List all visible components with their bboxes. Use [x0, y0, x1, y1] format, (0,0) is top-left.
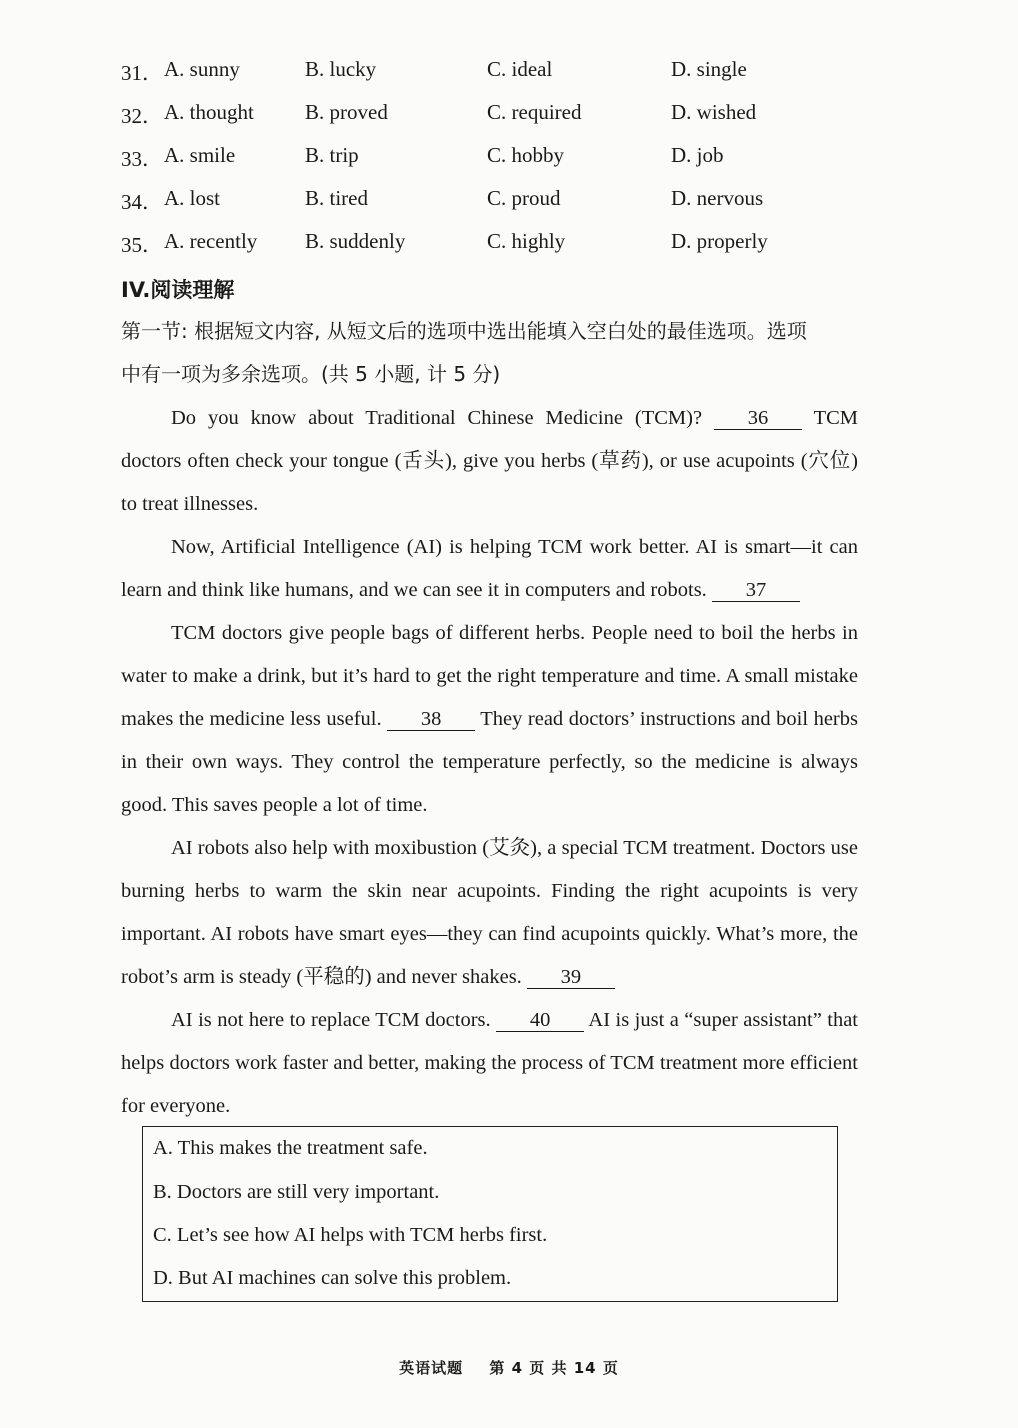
option-a: A. sunny — [164, 57, 240, 81]
reading-passage — [121, 397, 858, 1128]
blank-40: 40 — [496, 1009, 584, 1032]
option-a: A. smile — [164, 143, 236, 167]
option-b: B. lucky — [305, 57, 377, 81]
option-d: D. wished — [671, 100, 757, 124]
instruction-line: 第一节: 根据短文内容, 从短文后的选项中选出能填入空白处的最佳选项。选项 — [121, 319, 807, 343]
option-c: C. hobby — [487, 143, 565, 167]
option-b: B. tired — [305, 186, 368, 210]
option-b: B. proved — [305, 100, 388, 124]
footer-page-number: 第 4 页 共 14 页 — [489, 1359, 619, 1377]
choices-box — [142, 1126, 838, 1302]
paragraph-text: AI is not here to replace TCM doctors. — [171, 1009, 497, 1031]
question-number: 34． — [121, 190, 163, 214]
section-instructions — [121, 310, 861, 396]
paragraph-1 — [121, 397, 858, 526]
choice-b: B. Doctors are still very important. — [153, 1181, 440, 1203]
option-c: C. highly — [487, 229, 566, 253]
choice-a: A. This makes the treatment safe. — [153, 1137, 428, 1159]
option-a: A. recently — [164, 229, 258, 253]
question-34-options — [0, 186, 1018, 216]
blank-38: 38 — [387, 708, 475, 731]
question-number: 31． — [121, 61, 163, 85]
paragraph-text: AI is just a “super assistant” that helps doctors work faster and better, making the process of TCM treatment more efficient for everyone. — [121, 1009, 859, 1117]
option-b: B. suddenly — [305, 229, 406, 253]
question-35-options — [0, 229, 1018, 259]
blank-37: 37 — [712, 579, 800, 602]
option-c: C. required — [487, 100, 582, 124]
option-d: D. single — [671, 57, 747, 81]
page-footer — [0, 1357, 1018, 1378]
question-number: 32． — [121, 104, 163, 128]
option-a: A. lost — [164, 186, 221, 210]
paragraph-text: TCM doctors often check your tongue (舌头), give you herbs (草药), or use acupoints (穴位) to treat illnesses. — [121, 407, 858, 515]
instruction-line: 中有一项为多余选项。(共 5 小题, 计 5 分) — [121, 362, 501, 386]
paragraph-3 — [121, 612, 858, 827]
question-33-options — [0, 143, 1018, 173]
option-d: D. job — [671, 143, 724, 167]
option-c: C. ideal — [487, 57, 553, 81]
section-title: IV.阅读理解 — [121, 278, 235, 302]
blank-39: 39 — [527, 966, 615, 989]
blank-36: 36 — [714, 407, 802, 430]
paragraph-text: Do you know about Traditional Chinese Medicine (TCM)? — [171, 407, 714, 429]
option-d: D. properly — [671, 229, 768, 253]
choice-d: D. But AI machines can solve this problem. — [153, 1267, 512, 1289]
question-number: 33． — [121, 147, 163, 171]
option-b: B. trip — [305, 143, 359, 167]
option-c: C. proud — [487, 186, 561, 210]
option-d: D. nervous — [671, 186, 764, 210]
paragraph-text: They read doctors’ instructions and boil herbs in their own ways. They control the temperature perfectly, so the medicine is always good. This saves people a lot of time. — [121, 708, 858, 816]
paragraph-text: Now, Artificial Intelligence (AI) is helping TCM work better. AI is smart—it can learn and think like humans, and we can see it in computers and robots. — [121, 536, 858, 601]
paragraph-text: AI robots also help with moxibustion (艾灸), a special TCM treatment. Doctors use burning herbs to warm the skin near acupoints. Finding the right acupoints is very important. AI robots have smart eyes—they can find acupoints quickly. What’s more, the robot’s arm is steady (平稳的) and never shakes. — [121, 837, 858, 988]
question-32-options — [0, 100, 1018, 130]
paragraph-text: TCM doctors give people bags of different herbs. People need to boil the herbs in water to make a drink, but it’s hard to get the right temperature and time. A small mistake makes the medicine less useful. — [121, 622, 858, 730]
paragraph-4 — [121, 827, 858, 999]
choice-c: C. Let’s see how AI helps with TCM herbs first. — [153, 1224, 548, 1246]
question-31-options — [0, 57, 1018, 87]
option-a: A. thought — [164, 100, 254, 124]
footer-subject: 英语试题 — [399, 1359, 464, 1377]
paragraph-2 — [121, 526, 858, 612]
paragraph-5 — [121, 999, 858, 1128]
question-number: 35． — [121, 233, 163, 257]
